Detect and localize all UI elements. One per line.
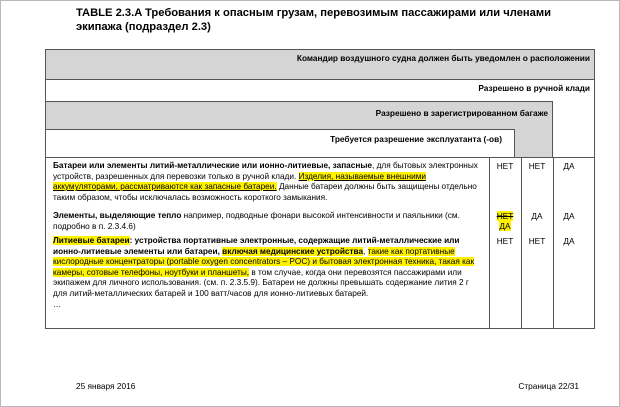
row-lead: Литиевые батареи (53, 236, 130, 245)
row-highlight: включая медицинские устройства (222, 246, 364, 256)
row-text: , (363, 246, 368, 256)
row-text: в том случае, когда они перевозятся пассажирами или экипажем для личного использования. (см. п. 2.3.5.9). Батареи не должны превышать содержание лития 2 г для литий-металлических батарей и 100 ватт/часов для ионно-литиевых батарей. (53, 267, 469, 298)
row-text: : устройства портативные электронные, содержащие литий-металлические или ионно-литиевые элементы или батареи, (53, 236, 460, 256)
cell-value: НЕТ (528, 161, 546, 171)
cell-value: НЕТ (496, 236, 514, 246)
column-divider (553, 157, 554, 329)
row-text: например, подводные фонари высокой интенсивности и паяльники (см. подробно в п. 2.3.4.6) (53, 211, 460, 231)
cell-value: НЕТ (528, 236, 546, 246)
cell-value: ДА (563, 236, 575, 246)
requirements-table (45, 49, 595, 337)
cell-value-struck: НЕТ (496, 211, 514, 221)
column-divider (521, 157, 522, 329)
header-carry-on: Разрешено в ручной клади (478, 83, 590, 93)
table-title: TABLE 2.3.A Требования к опасным грузам, перевозимым пассажирами или членами экипажа (подраздел 2.3) (76, 7, 552, 33)
row-heat-producing (53, 211, 485, 232)
row-highlight: Изделия, называемые внешними аккумуляторами, рассматриваются как запасные батареи. (53, 171, 426, 192)
footer-page-number: Страница 22/31 (518, 381, 579, 391)
cell-value-stacked (491, 211, 519, 231)
row-text: , для бытовых электронных устройств, разрешенных для перевозки только в ручной клади. (53, 161, 478, 181)
row-highlight: такие как портативные кислородные концентраторы (portable oxygen concentrators – POC) и бытовая электронная техника, такая как камеры, сотовые телефоны, ноутбуки и планшеты, (53, 246, 475, 277)
cell-value: ДА (563, 211, 575, 221)
header-operator-approval: Требуется разрешение эксплуатанта (-ов) (330, 134, 502, 144)
cell-value: ДА (563, 161, 575, 171)
cell-value: НЕТ (496, 161, 514, 171)
row-lead: Батареи или элементы литий-металлические или ионно-литиевые, запасные (53, 161, 372, 170)
row-lead: Элементы, выделяющие тепло (53, 211, 182, 220)
row-text: Данные батареи должны быть защищены отдельно таким образом, чтобы исключалась возможность короткого замыкания. (53, 182, 477, 202)
row-spare-batteries (53, 161, 485, 203)
cell-value: ДА (531, 211, 543, 221)
header-captain-notify: Командир воздушного судна должен быть уведомлен о расположении (296, 53, 590, 63)
column-divider (489, 157, 490, 329)
footer-date: 25 января 2016 (76, 381, 136, 391)
cell-value: ДА (499, 221, 511, 231)
row-lithium-devices (53, 236, 485, 310)
header-checked: Разрешено в зарегистрированном багаже (375, 108, 548, 118)
row-ellipsis: … (53, 299, 62, 309)
